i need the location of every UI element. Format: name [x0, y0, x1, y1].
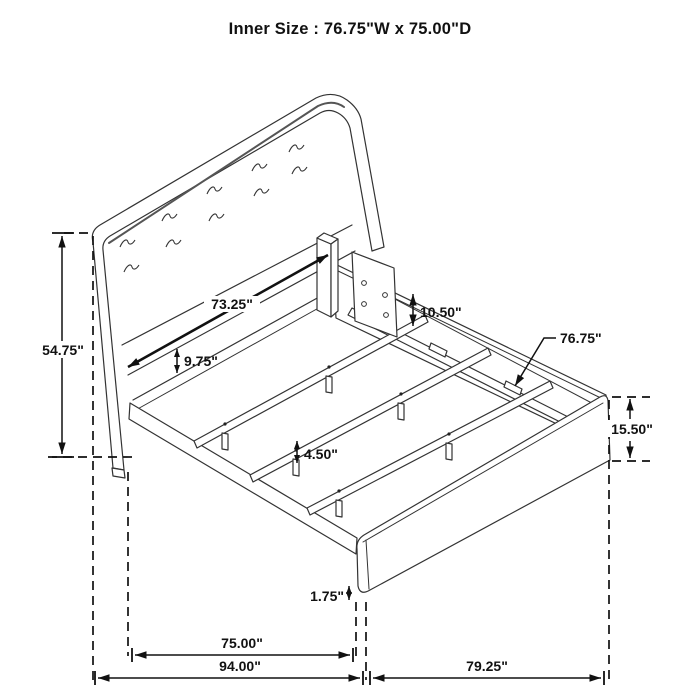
footboard-face [357, 396, 610, 593]
dim-label-footboard-height: 15.50" [611, 421, 653, 437]
tuft-mark [207, 187, 222, 194]
dim-label-panel-gap: 9.75" [184, 353, 218, 369]
leg [293, 459, 299, 476]
tuft-mark [289, 145, 304, 152]
screw-dot [327, 365, 330, 368]
headboard-foot [112, 468, 125, 478]
screw-dot [399, 392, 402, 395]
left-rail-strip [129, 403, 357, 554]
dim-label-overall-width: 79.25" [466, 658, 508, 674]
tuft-mark [166, 240, 181, 247]
dim-label-headboard-inner-width: 73.25" [211, 296, 253, 312]
page-title: Inner Size : 76.75"W x 75.00"D [228, 20, 472, 38]
screw-dot [447, 432, 450, 435]
footboard [357, 396, 610, 593]
dim-label-leg-height: 4.50" [304, 446, 338, 462]
post-side-face [331, 239, 338, 317]
tuft-mark [292, 167, 307, 174]
platform [129, 403, 357, 554]
tuft-mark [120, 240, 135, 247]
screw-dot [223, 422, 226, 425]
leg [222, 433, 228, 450]
dim-label-side-rail-height: 10.50" [420, 304, 462, 320]
dim-label-ground-clearance: 1.75" [310, 588, 344, 604]
dim-label-overall-depth: 94.00" [219, 658, 261, 674]
tuft-mark [209, 214, 224, 221]
leg [446, 443, 452, 460]
leg [326, 376, 332, 393]
slat [250, 348, 491, 482]
tuft-mark [254, 189, 269, 196]
tuft-mark [252, 164, 267, 171]
headboard-edge-highlight [109, 103, 344, 243]
tuft-mark [124, 265, 139, 272]
leg [398, 403, 404, 420]
dim-label-inner-width: 76.75" [560, 330, 602, 346]
leg [336, 500, 342, 517]
center-post [317, 233, 338, 317]
post-front-face [317, 238, 331, 317]
dim-label-headboard-height: 54.75" [42, 342, 84, 358]
tuft-mark [162, 214, 177, 221]
dim-label-inner-depth: 75.00" [221, 635, 263, 651]
screw-dot [337, 489, 340, 492]
